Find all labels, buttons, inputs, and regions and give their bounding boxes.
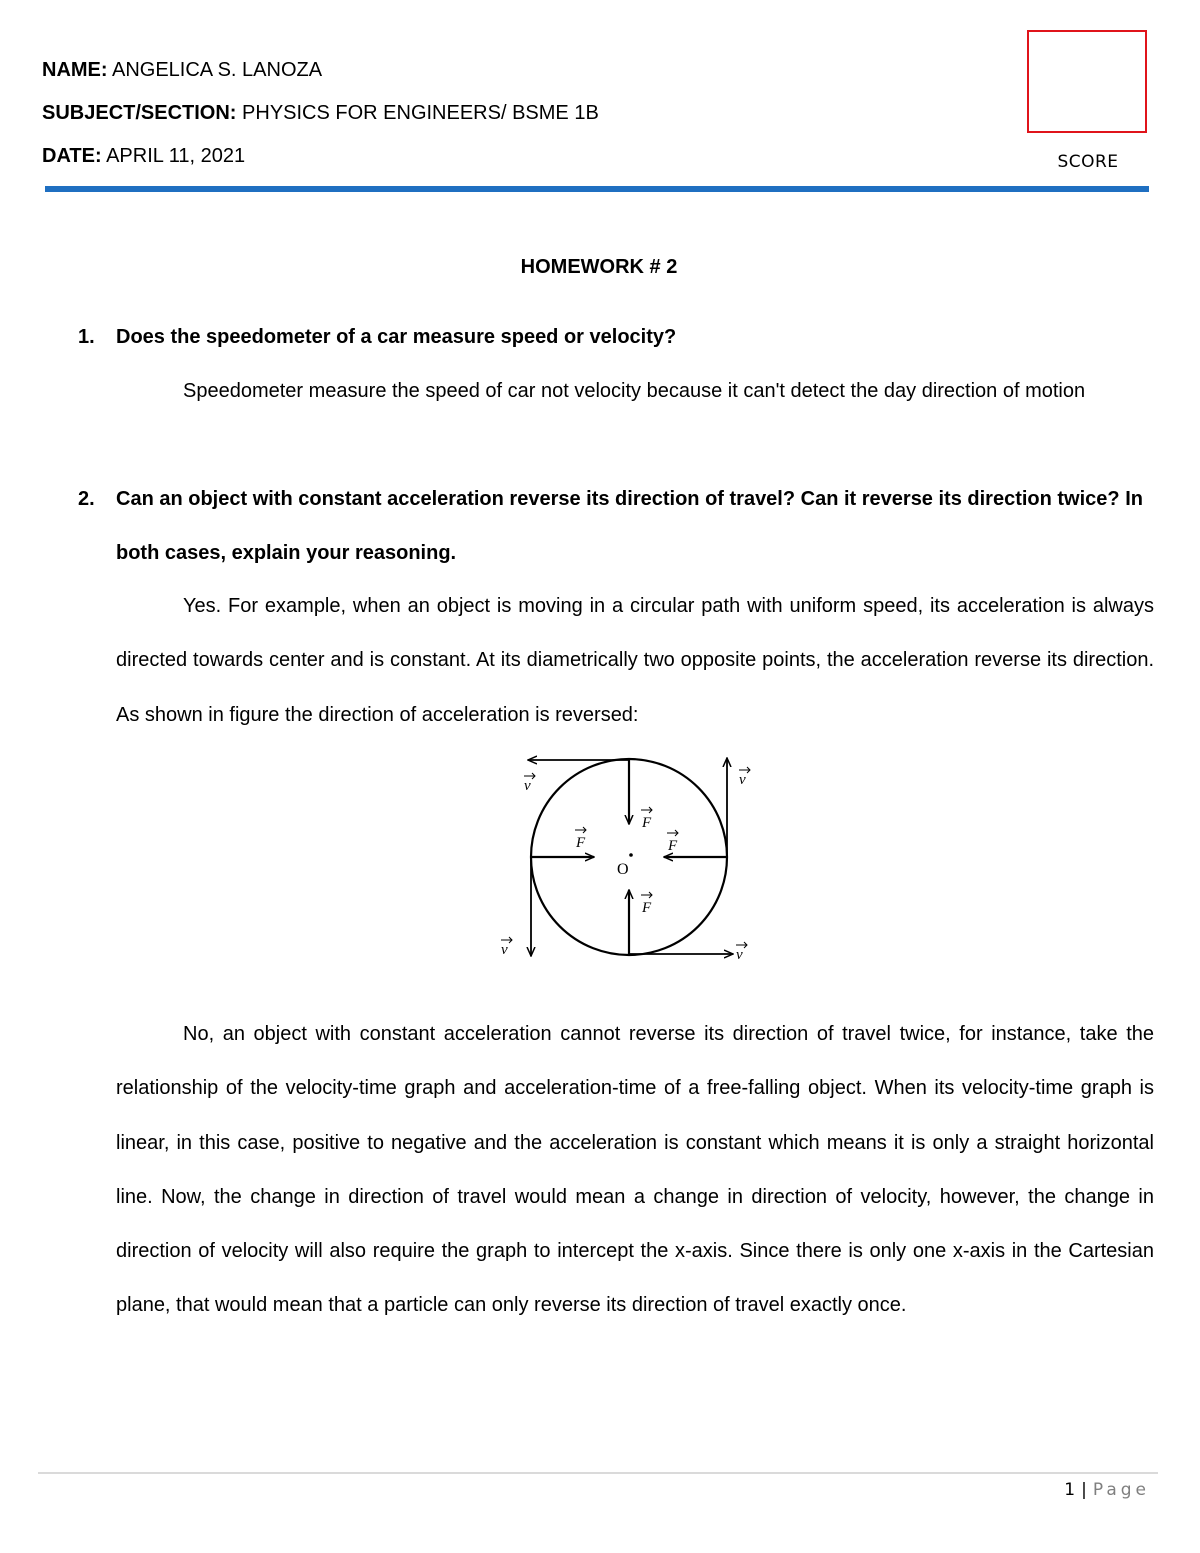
date-label: DATE: — [42, 145, 102, 167]
question-1-answer: Speedometer measure the speed of car not velocity because it can't detect the day direction of motion — [183, 380, 1086, 402]
page-number: 1 — [1064, 1480, 1076, 1500]
section-label: SUBJECT/SECTION: — [42, 102, 237, 124]
name-value: ANGELICA S. LANOZA — [112, 59, 323, 81]
circular-motion-figure — [490, 748, 765, 993]
center-dot — [629, 853, 633, 857]
question-2-answer-no: No, an object with constant acceleration cannot reverse its direction of travel twice, for instance, take the relationship of the velocity-time graph and acceleration-time of a free-falling object. When its velocity-time graph is linear, in this case, positive to negative and the acceleration is constant which means it is only a straight horizontal line. Now, the change in direction of travel would mean a change in direction of velocity, however, the change in direction of velocity will also require the graph to intercept the x-axis. Since there is only one x-axis in the Cartesian plane, that would mean that a particle can only reverse its direction of travel exactly once. — [116, 1023, 1154, 1317]
header-divider — [45, 186, 1149, 192]
question-1-number: 1. — [78, 326, 95, 348]
question-2-answer-yes: Yes. For example, when an object is moving in a circular path with uniform speed, its acceleration is always directed towards center and is constant. At its diametrically two opposite points, the acceleration reverse its direction. As shown in figure the direction of acceleration is reversed: — [116, 595, 1154, 726]
force-label-left: F — [576, 835, 586, 851]
score-box — [1027, 30, 1147, 133]
force-label-right: F — [668, 838, 678, 854]
velocity-label-right: v — [739, 772, 746, 788]
date-value: APRIL 11, 2021 — [106, 145, 246, 167]
page-word: Page — [1092, 1480, 1150, 1500]
force-label-top: F — [642, 815, 652, 831]
question-2-text: Can an object with constant acceleration reverse its direction of travel? Can it reverse its direction twice? In both cases, explain your reasoning. — [116, 488, 1143, 564]
section-value: PHYSICS FOR ENGINEERS/ BSME 1B — [242, 102, 599, 124]
name-line — [42, 58, 322, 82]
velocity-label-top: v — [524, 778, 531, 794]
force-label-bottom: F — [642, 900, 652, 916]
score-label: SCORE — [1057, 152, 1119, 172]
name-label: NAME: — [42, 59, 108, 81]
page-title: HOMEWORK # 2 — [520, 256, 678, 278]
velocity-label-left: v — [501, 942, 508, 958]
question-1-text: Does the speedometer of a car measure speed or velocity? — [116, 326, 677, 348]
velocity-label-bottom: v — [736, 947, 743, 963]
date-line — [42, 144, 245, 168]
center-label: O — [617, 861, 629, 878]
footer-divider — [38, 1472, 1158, 1474]
section-line — [42, 101, 599, 125]
question-2-number: 2. — [78, 488, 95, 510]
page-footer — [1064, 1480, 1150, 1500]
page-separator: | — [1081, 1480, 1087, 1500]
